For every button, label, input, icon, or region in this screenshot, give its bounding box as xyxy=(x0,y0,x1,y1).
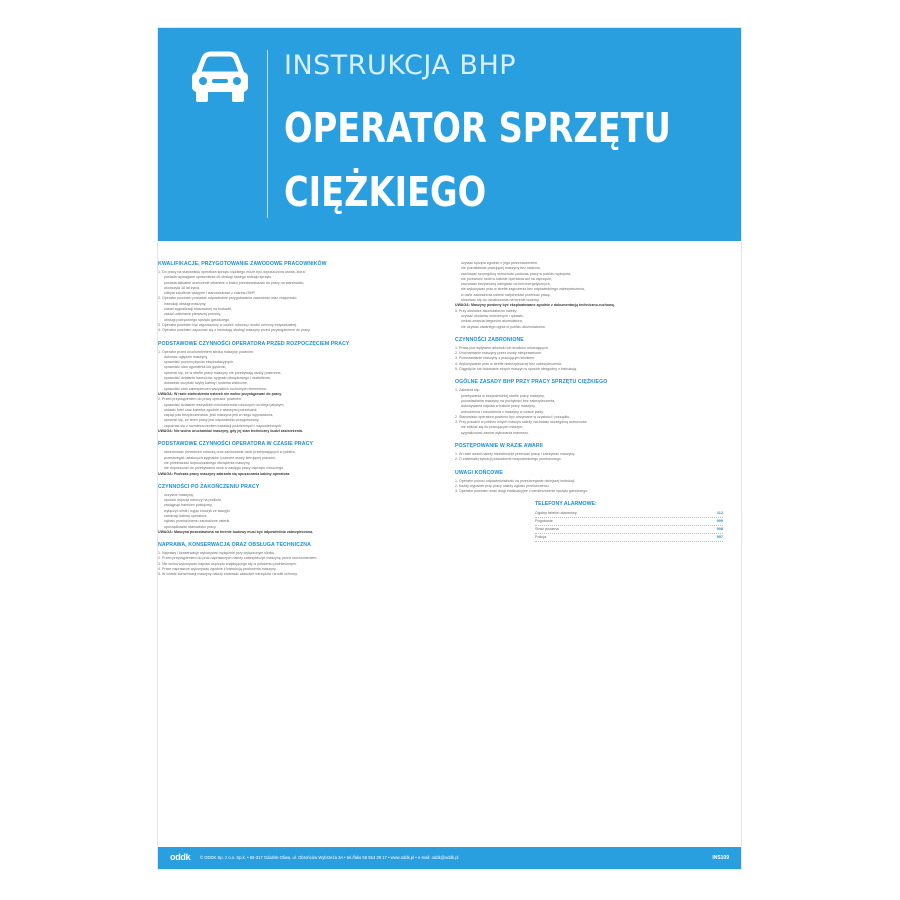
header-banner xyxy=(158,28,741,241)
poster xyxy=(157,27,742,870)
instruction-line: 5. Przy obsłudze akumulatorów należy: xyxy=(455,308,518,313)
instruction-line: zapoznać się z rozmieszczeniem instalacji podziemnych i napowietrznych. xyxy=(164,423,283,428)
instruction-line: UWAGA: Maszyny powinny być eksploatowane zgodnie z dokumentacją techniczno-ruchową. xyxy=(455,303,615,308)
instruction-line: 1. Naprawy i konserwacje wykonywać wyłącznie przy wyłączonym silniku. xyxy=(158,551,276,556)
phone-number: 997 xyxy=(716,534,723,539)
title-line-2: CIĘŻKIEGO xyxy=(284,168,487,216)
instruction-line: używać sprzętu zgodnie z jego przeznaczeniem, xyxy=(461,261,539,265)
instruction-line: dokładnie oczyścić szyby kabiny i lusterka wsteczne, xyxy=(164,381,248,386)
instruction-line: 5. Ciągnięcie lub holowanie innych maszyn w sposób niezgodny z instrukcją. xyxy=(455,367,578,372)
phone-label: Pogotowie xyxy=(535,518,553,523)
phone-label: Ogólny telefon alarmowy xyxy=(535,510,577,515)
instruction-line: 1. W razie awarii należy niezwłocznie przerwać pracę i zatrzymać maszynę. xyxy=(455,452,576,457)
instruction-line: 2. Każdy wypadek przy pracy należy zgłosić przełożonemu. xyxy=(455,483,550,488)
section-heading: CZYNNOŚCI ZABRONIONE xyxy=(455,336,524,343)
instruction-line: nie zbliżać się do pracujących maszyn, xyxy=(461,425,523,430)
phones-title: TELEFONY ALARMOWE: xyxy=(535,500,597,507)
instruction-line: 4. Operator powinien zapoznać się z instrukcją obsługi maszyny przed przystąpieniem do pracy. xyxy=(158,328,311,333)
instruction-line: posiada wymagane uprawnienia do obsługi danego rodzaju sprzętu, xyxy=(164,275,273,280)
instruction-line: sprawdzić działanie wszystkich mechanizmów roboczych na biegu jałowym, xyxy=(164,402,285,407)
instruction-line: używać okularów ochronnych i rękawic, xyxy=(461,313,524,318)
instruction-line: 1. Operator przed uruchomieniem silnika maszyny powinien: xyxy=(158,349,255,354)
instruction-line: zasad udzielania pierwszej pomocy, xyxy=(164,312,222,317)
instruction-line: pozostawiania maszyny na pochyłości bez zabezpieczenia, xyxy=(461,398,556,403)
instruction-line: 2. O zaistniałej sytuacji powiadomić bezpośredniego przełożonego. xyxy=(455,457,562,462)
section-heading: CZYNNOŚCI PO ZAKOŃCZENIU PRACY xyxy=(158,483,260,490)
phone-row xyxy=(535,510,723,518)
instruction-line: opuścić osprzęt roboczy na podłoże, xyxy=(164,498,223,503)
phone-label: Policja xyxy=(535,534,547,539)
instruction-line: 1. Do pracy na stanowisku operatora sprzętu ciężkiego może być dopuszczona osoba, która: xyxy=(158,270,306,274)
instruction-line: 1. Zabrania się: xyxy=(455,388,480,393)
instruction-line: instrukcji obsługi maszyny, xyxy=(164,301,207,306)
instruction-line: sygnalizować zamiar wykonania manewru. xyxy=(461,430,529,435)
instruction-line: zaciągnąć hamulec postojowy, xyxy=(164,503,213,508)
instruction-line: zasad sygnalizacji stosowanej na budowie, xyxy=(164,307,233,312)
instruction-line: posiada aktualne orzeczenie lekarskie o braku przeciwwskazań do pracy na stanowisku, xyxy=(164,280,305,285)
document-code: INS109 xyxy=(712,855,729,861)
header-divider xyxy=(267,50,268,218)
instruction-line: oczyścić maszynę, xyxy=(164,492,194,497)
instruction-line: 4. Wykonywanie prac w strefie niebezpiecznej bez zabezpieczenia. xyxy=(455,361,562,366)
instruction-line: 1. Operator ponosi odpowiedzialność za przestrzeganie niniejszej instrukcji. xyxy=(455,478,576,483)
section-heading: POSTĘPOWANIE W RAZIE AWARII xyxy=(455,443,543,450)
instruction-line: 4. Prace naprawcze wykonywać zgodnie z instrukcją producenta maszyny. xyxy=(158,567,277,572)
instruction-line: nie używać otwartego ognia w pobliżu akumulatorów. xyxy=(461,324,546,329)
instruction-line: nie przekraczać dopuszczalnego obciążenia maszyny, xyxy=(164,460,251,465)
instruction-line: zamknąć kabinę operatora, xyxy=(164,513,208,518)
instruction-line: nie pozostawiać pracującej maszyny bez nadzoru, xyxy=(461,266,541,271)
instruction-line: 3. Operator powinien być wyposażony w odzież roboczą i środki ochrony indywidualnej. xyxy=(158,322,298,327)
phone-row xyxy=(535,518,723,526)
section-heading: KWALIFIKACJE, PRZYGOTOWANIE ZAWODOWE PRACOWNIKÓW xyxy=(158,261,327,267)
instruction-line: 2. Przed przystąpieniem do pracy operator powinien: xyxy=(158,397,242,402)
phone-number: 112 xyxy=(716,510,723,515)
title-line-1: OPERATOR SPRZĘTU xyxy=(284,104,671,152)
instruction-line: przestrzegać ustalonych sygnałów i poleceń osoby kierującej pracami, xyxy=(164,455,276,460)
footer-bar xyxy=(158,847,741,869)
section-heading: NAPRAWA, KONSERWACJA ORAZ OBSŁUGA TECHNICZNA xyxy=(158,542,311,549)
instruction-line: nie przewozić osób w kabinie operatora ani na osprzęcie, xyxy=(461,276,553,281)
instruction-line: obserwować przestrzeń roboczą oraz zachowanie osób przebywających w pobliżu, xyxy=(164,450,296,455)
instruction-line: wchodzenia i schodzenia z maszyny w czasie jazdy. xyxy=(461,409,544,414)
emergency-phones xyxy=(535,501,723,542)
instruction-line: 5. W czasie konserwacji maszyny należy stosować właściwe narzędzia i środki ochrony. xyxy=(158,572,298,577)
section-heading: UWAGI KOŃCOWE xyxy=(455,469,503,476)
instruction-line: uporządkować stanowisko pracy. xyxy=(164,524,217,529)
instruction-body xyxy=(158,261,741,841)
instruction-line: zapiąć pas bezpieczeństwa, jeśli maszyna jest w niego wyposażona, xyxy=(164,413,274,418)
instruction-line: ukończyła 18 lat życia, xyxy=(164,285,200,290)
section-heading: OGÓLNE ZASADY BHP PRZY PRACY SPRZĘTU CIĘŻKIEGO xyxy=(455,379,608,386)
instruction-line: upewnić się, że w strefie pracy maszyny nie przebywają osoby postronne, xyxy=(164,370,282,375)
instruction-line: zachować bezpieczną odległość od linii energetycznych, xyxy=(461,282,551,287)
instruction-line: stosować się do oznakowania na terenie budowy. xyxy=(461,298,540,303)
instruction-line: 2. Operator powinien posiadać odpowiednie przygotowanie zawodowe oraz znajomość: xyxy=(158,296,298,301)
instruction-line: dokonywania napraw w trakcie pracy maszyny, xyxy=(461,404,536,409)
instruction-line: 2. Przed przystąpieniem do prac naprawczych należy zabezpieczyć maszynę przed uruchomieniem. xyxy=(158,556,318,561)
left-column xyxy=(158,261,448,578)
instruction-line: sprawdzić stan ogumienia lub gąsienic, xyxy=(164,365,227,370)
instruction-line: UWAGA: W razie stwierdzenia usterek nie wolno przystępować do pracy. xyxy=(158,391,282,396)
instruction-line: 3. Nie wolno wykonywać napraw osprzętu znajdującego się w położeniu podniesionym. xyxy=(158,561,297,566)
footer-contact: © ODDK Sp. z o.o. Sp.k. • 80-317 Gdańsk-Oliwa, ul. Obrońców Wybrzeża 3A • tel./faks 58 554 29 17 • www.oddk.pl • e-mail: oddk@oddk.pl xyxy=(200,855,459,860)
instruction-line: przebywania w bezpośredniej strefie pracy maszyny, xyxy=(461,393,545,398)
page-title xyxy=(284,96,671,224)
instruction-line: w razie zauważenia usterki natychmiast przerwać pracę, xyxy=(461,292,551,297)
instruction-line: 2. Stanowisko operatora powinno być utrzymane w czystości i porządku. xyxy=(455,414,571,419)
instruction-line: 3. Pozostawianie maszyny z pracującym silnikiem. xyxy=(455,356,536,361)
instruction-line: sprawdzić poziom płynów eksploatacyjnych, xyxy=(164,360,235,365)
instruction-line: obsługi podręcznego sprzętu gaśniczego. xyxy=(164,317,231,322)
instruction-line: sprawdzić działanie hamulców, sygnału dźwiękowego i oświetlenia, xyxy=(164,376,271,381)
instruction-line: upewnić się, że teren pracy jest odpowiednio przygotowany, xyxy=(164,418,260,423)
phone-number: 999 xyxy=(716,518,723,523)
section-heading: PODSTAWOWE CZYNNOŚCI OPERATORA W CZASIE PRACY xyxy=(158,441,314,448)
phone-list xyxy=(535,510,723,542)
document-kicker: INSTRUKCJA BHP xyxy=(284,50,517,81)
section-heading: PODSTAWOWE CZYNNOŚCI OPERATORA PRZED ROZPOCZĘCIEM PRACY xyxy=(158,340,350,347)
car-icon xyxy=(188,50,252,106)
instruction-line: nie dopuszczać do przebywania osób w zasięgu pracy osprzętu roboczego. xyxy=(164,466,285,471)
phone-row xyxy=(535,534,723,542)
phone-number: 998 xyxy=(716,526,723,531)
right-column xyxy=(455,261,733,542)
instruction-line: zachować szczególną ostrożność podczas pracy w pobliżu wykopów, xyxy=(461,271,572,276)
phone-row xyxy=(535,526,723,534)
instruction-line: 2. Uruchamianie maszyny przez osoby nieuprawnione. xyxy=(455,351,543,356)
instruction-line: zgłosić przełożonemu zauważone usterki, xyxy=(164,519,231,524)
phone-label: Straż pożarna xyxy=(535,526,559,531)
right-sections xyxy=(455,261,733,495)
instruction-line: unikać zwarcia biegunów akumulatora, xyxy=(461,319,523,324)
instruction-line: ustawić fotel oraz lusterka zgodnie z własnymi potrzebami, xyxy=(164,407,258,412)
instruction-line: UWAGA: Maszyna pozostawiona na terenie budowy musi być odpowiednio zabezpieczona. xyxy=(158,529,314,534)
oddk-logo: oddk xyxy=(170,852,191,862)
instruction-line: odbyła szkolenie wstępne i stanowiskowe z zakresu BHP. xyxy=(164,291,256,296)
instruction-line: nie wykonywać prac w strefie zagrożenia bez odpowiedniego zabezpieczenia, xyxy=(461,287,585,292)
instruction-line: sprawdzić stan zabezpieczeń wszystkich ruchomych elementów. xyxy=(164,386,267,391)
instruction-line: UWAGA: Nie wolno uruchamiać maszyny, gdy jej stan techniczny budzi zastrzeżenia. xyxy=(158,429,303,434)
instruction-line: 3. Przy pracach w pobliżu innych maszyn należy zachować szczególną ostrożność: xyxy=(455,420,588,425)
instruction-line: 3. Operator powinien znać drogi ewakuacyjne i rozmieszczenie sprzętu gaśniczego. xyxy=(455,489,589,494)
instruction-line: dokonać oględzin maszyny, xyxy=(164,354,208,359)
instruction-line: wyłączyć silnik i wyjąć kluczyk ze stacyjki, xyxy=(164,508,231,513)
instruction-line: UWAGA: Podczas pracy maszyny zabrania się opuszczania kabiny operatora. xyxy=(158,471,291,476)
instruction-line: 1. Praca pod wpływem alkoholu lub środków odurzających. xyxy=(455,345,549,350)
